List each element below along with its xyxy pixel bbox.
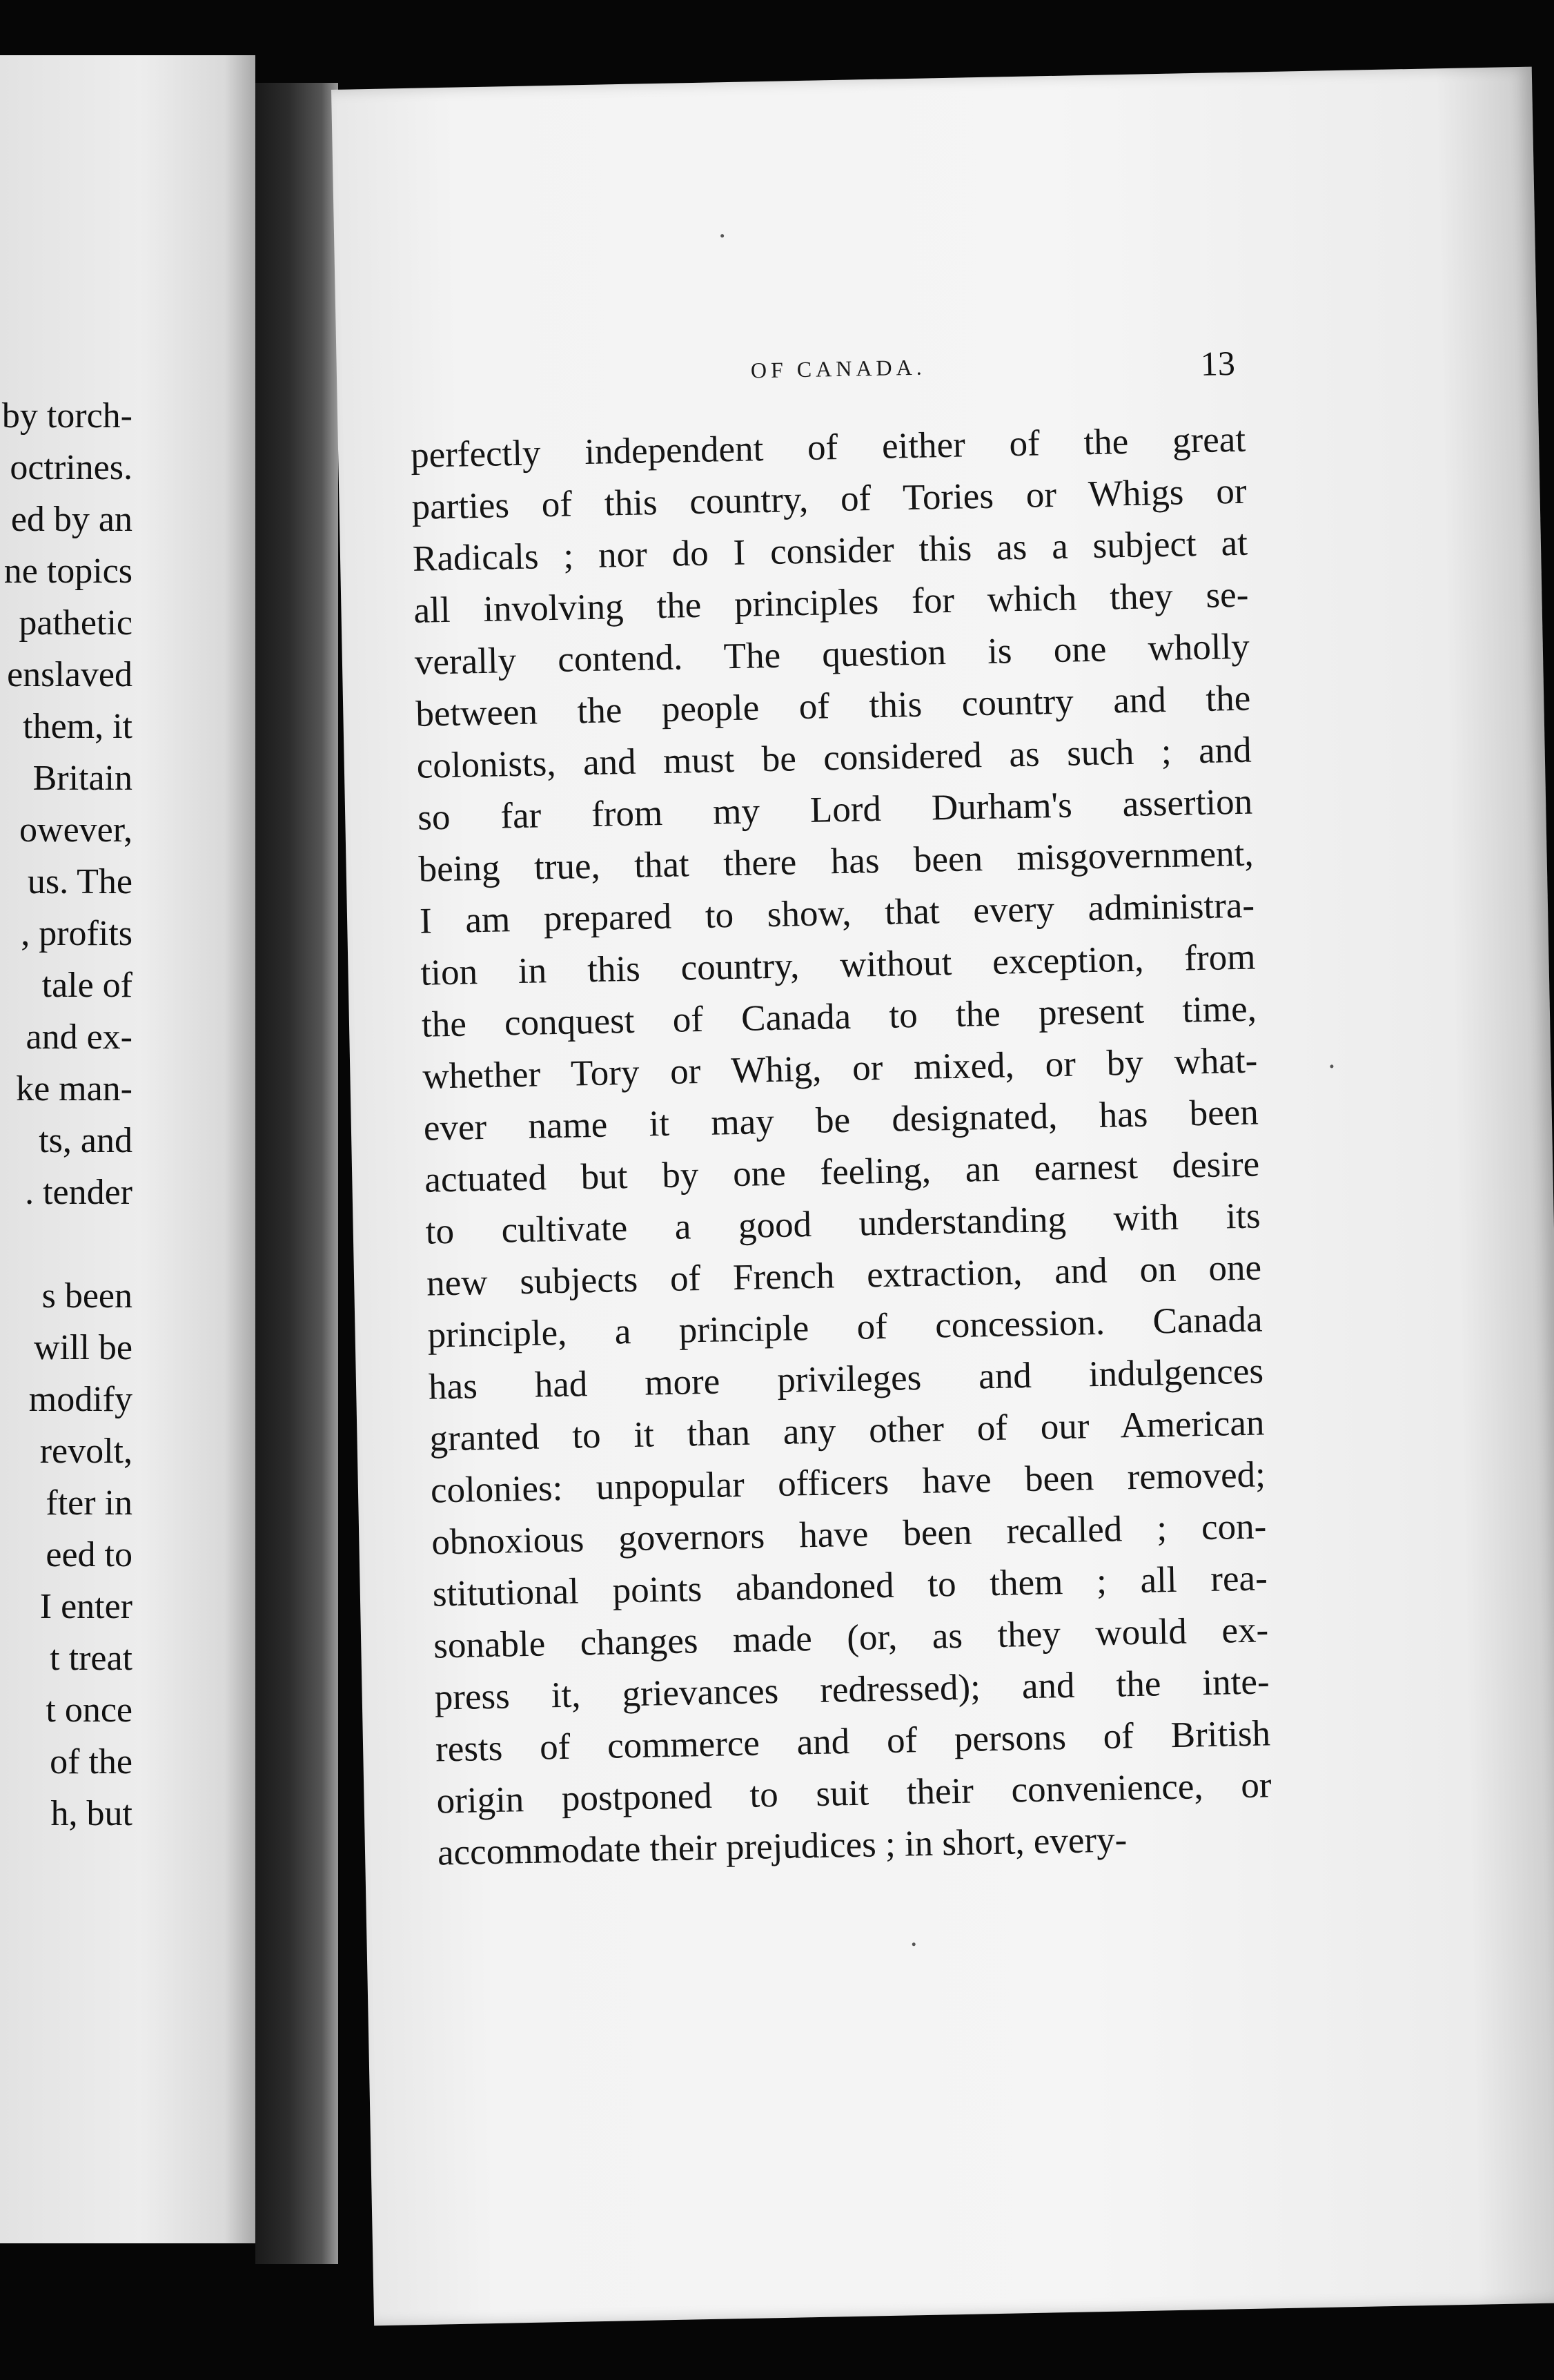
text-line: stitutional points abandoned to them ; all rea- <box>432 1558 1268 1615</box>
text-line: between the people of this country and the <box>415 678 1251 734</box>
previous-page-line: , profits <box>21 914 132 953</box>
text-line: ever name it may be designated, has been <box>423 1092 1259 1149</box>
book-gutter <box>255 83 338 2264</box>
text-line: parties of this country, of Tories or Whigs or <box>411 471 1247 527</box>
text-line: perfectly independent of either of the great <box>410 419 1246 476</box>
text-line: press it, grievances redressed); and the inte- <box>434 1661 1270 1718</box>
page-body-text <box>410 414 1272 1880</box>
previous-page-line: modify <box>28 1380 132 1419</box>
previous-page-line: by torch- <box>1 396 132 436</box>
paper-speck <box>912 1942 916 1946</box>
previous-page <box>0 55 255 2243</box>
text-line: all involving the principles for which they se- <box>413 574 1249 631</box>
paper-speck <box>1330 1064 1333 1068</box>
text-line: accommodate their prejudices ; in short, every- <box>437 1820 1128 1873</box>
text-line: tion in this country, without exception, from <box>420 937 1256 993</box>
previous-page-line: pathetic <box>19 603 132 643</box>
previous-page-line <box>0 1218 132 1270</box>
text-line: origin postponed to suit their convenience, or <box>436 1765 1272 1822</box>
previous-page-line: owever, <box>19 810 132 850</box>
text-line: new subjects of French extraction, and on one <box>426 1247 1262 1304</box>
text-line: actuated but by one feeling, an earnest desire <box>424 1144 1260 1200</box>
previous-page-line: t once <box>46 1690 132 1730</box>
running-head: OF CANADA. <box>750 354 927 383</box>
previous-page-line: t treat <box>50 1639 132 1678</box>
previous-page-line: Britain <box>32 759 132 798</box>
previous-page-line: revolt, <box>39 1432 132 1471</box>
text-line: being true, that there has been misgovernment, <box>418 833 1255 890</box>
previous-page-line: of the <box>50 1742 132 1782</box>
previous-page-text <box>0 390 132 1840</box>
text-line: obnoxious governors have been recalled ; con- <box>431 1506 1267 1563</box>
text-line: colonists, and must be considered as such ; and <box>416 730 1252 786</box>
previous-page-line: octrines. <box>10 448 132 487</box>
previous-page-line: enslaved <box>7 655 132 694</box>
previous-page-line: them, it <box>23 707 132 746</box>
text-line: I am prepared to show, that every administra- <box>419 885 1255 942</box>
text-line: rests of commerce and of persons of British <box>435 1713 1271 1770</box>
text-line: Radicals ; nor do I consider this as a subject at <box>412 523 1248 579</box>
text-line: colonies: unpopular officers have been removed; <box>430 1454 1266 1511</box>
previous-page-line: will be <box>34 1328 132 1367</box>
text-line: the conquest of Canada to the present time, <box>421 988 1257 1045</box>
previous-page-line: ke man- <box>16 1069 132 1109</box>
previous-page-line: fter in <box>46 1483 132 1523</box>
previous-page-line: us. The <box>27 862 132 901</box>
text-line: has had more privileges and indulgences <box>428 1351 1264 1407</box>
text-line: sonable changes made (or, as they would ex- <box>433 1610 1269 1666</box>
text-line: verally contend. The question is one wholly <box>414 626 1250 683</box>
previous-page-line: and ex- <box>26 1017 132 1057</box>
previous-page-line: s been <box>41 1276 132 1316</box>
current-page <box>331 67 1554 2326</box>
previous-page-line: eed to <box>46 1535 132 1574</box>
text-line: granted to it than any other of our American <box>429 1403 1265 1459</box>
text-line: to cultivate a good understanding with its <box>425 1196 1261 1252</box>
page-number: 13 <box>1200 343 1236 383</box>
previous-page-line: ne topics <box>3 552 132 591</box>
previous-page-line: ts, and <box>39 1121 132 1160</box>
previous-page-line: I enter <box>39 1587 132 1626</box>
previous-page-line: . tender <box>25 1173 132 1212</box>
previous-page-line: ed by an <box>10 500 132 539</box>
text-line: so far from my Lord Durham's assertion <box>417 781 1253 838</box>
text-line: whether Tory or Whig, or mixed, or by what- <box>422 1040 1258 1097</box>
text-line: principle, a principle of concession. Canada <box>427 1299 1263 1356</box>
paper-speck <box>720 234 724 237</box>
previous-page-line: h, but <box>50 1794 132 1833</box>
previous-page-line: tale of <box>41 966 132 1005</box>
